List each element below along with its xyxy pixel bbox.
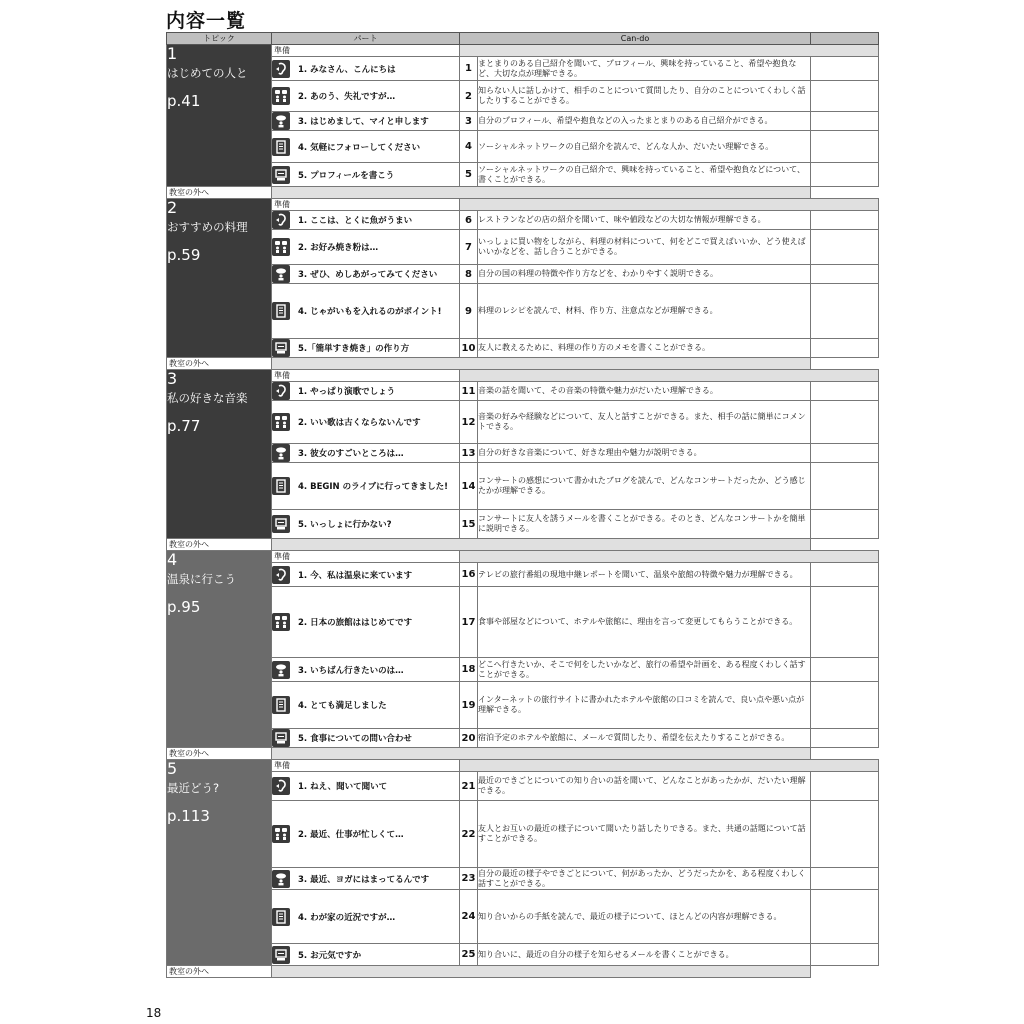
writing-icon [272,515,290,533]
page-number: 18 [146,1006,162,1020]
band-shade [272,748,811,760]
cando-number: 24 [460,890,478,944]
blank-cell [811,563,879,587]
part-label: 2. 日本の旅館ははじめてです [298,618,413,628]
cando-text: 自分の好きな音楽について、好きな理由や魅力が説明できる。 [478,444,811,463]
listening-icon [272,382,290,400]
topic-title: はじめての人と [167,66,248,80]
reading-icon [272,477,290,495]
part-row [167,339,879,358]
conversation-icon [272,413,290,431]
cando-text: 宿泊予定のホテルや旅館に、メールで質問したり、希望を伝えたりすることができる。 [478,729,811,748]
band-shade [460,370,879,382]
blank-cell [811,401,879,444]
part-cell[interactable] [272,563,460,587]
cando-text: いっしょに買い物をしながら、料理の材料について、何をどこで買えばいいか、どう使えばいいかなどを、話し合うことができる。 [478,230,811,265]
part-row [167,211,879,230]
part-label: 3. いちばん行きたいのは… [298,665,404,676]
part-label: 5. お元気ですか [298,950,362,961]
cando-text: 知り合いからの手紙を読んで、最近の様子について、ほとんどの内容が理解できる。 [478,890,811,944]
part-label: 3. 彼女のすごいところは… [298,449,404,459]
reading-icon [272,302,290,320]
speech-icon [272,870,290,888]
blank-cell [811,944,879,966]
header-cando: Can-do [460,33,811,45]
part-cell[interactable] [272,230,460,265]
part-row [167,890,879,944]
topic-cell [167,370,272,539]
cando-text: 最近のできごとについての知り合いの話を聞いて、どんなことがあったかが、だいたい理解できる。 [478,772,811,801]
part-label: 4. 気軽にフォローしてください [298,142,421,153]
cando-number: 15 [460,510,478,539]
speech-icon [272,112,290,130]
contents-table [166,32,879,978]
band-shade [272,187,811,199]
blank-cell [811,463,879,510]
part-cell[interactable] [272,57,460,81]
cando-text: 友人とお互いの最近の様子について聞いたり話したりできる。また、共通の話題について話すことができる。 [478,801,811,868]
prep-row [167,370,879,382]
blank-cell [811,444,879,463]
cando-text: 知らない人に話しかけて、相手のことについて質問したり、自分のことについてくわしく話したりすることができる。 [478,81,811,112]
cando-number: 4 [460,131,478,163]
cando-text: テレビの旅行番組の現地中継レポートを聞いて、温泉や旅館の特徴や魅力が理解できる。 [478,563,811,587]
part-cell[interactable] [272,444,460,463]
part-row [167,868,879,890]
blank-cell [811,658,879,682]
listening-icon [272,566,290,584]
part-row [167,382,879,401]
blank-cell [811,339,879,358]
part-row [167,801,879,868]
part-row [167,463,879,510]
part-row [167,57,879,81]
cando-text: コンサートの感想について書かれたブログを読んで、どんなコンサートだったか、どう感じたかが理解できる。 [478,463,811,510]
part-cell[interactable] [272,868,460,890]
writing-icon [272,339,290,357]
part-label: 1. やっぱり演歌でしょう [298,387,396,397]
part-row [167,81,879,112]
part-cell[interactable] [272,682,460,729]
part-cell[interactable] [272,944,460,966]
blank-cell [811,284,879,339]
topic-title: 私の好きな音楽 [167,391,248,405]
part-row [167,131,879,163]
band-shade [460,760,879,772]
part-label: 1. ねえ、聞いて聞いて [298,782,388,792]
part-label: 2. お好み焼き粉は… [298,243,379,253]
part-row [167,658,879,682]
part-cell[interactable] [272,131,460,163]
cando-text: 音楽の話を聞いて、その音楽の特徴や魅力がだいたい理解できる。 [478,382,811,401]
part-cell[interactable] [272,401,460,444]
cando-number: 12 [460,401,478,444]
blank-cell [811,587,879,658]
part-cell[interactable] [272,729,460,748]
part-cell[interactable] [272,801,460,868]
topic-number: 1 [167,44,178,63]
cando-text: レストランなどの店の紹介を聞いて、味や値段などの大切な情報が理解できる。 [478,211,811,230]
header-blank [811,33,879,45]
part-cell[interactable] [272,772,460,801]
topic-page-link[interactable]: p.113 [167,807,210,825]
cando-number: 21 [460,772,478,801]
cando-text: ソーシャルネットワークの自己紹介で、興味を持っていること、希望や抱負などについて、書くことができる。 [478,163,811,187]
topic-number: 2 [167,198,178,217]
blank-cell [811,729,879,748]
prep-label: 準備 [272,45,460,57]
outside-row [167,358,879,370]
listening-icon [272,211,290,229]
prep-label: 準備 [272,760,460,772]
part-cell[interactable] [272,211,460,230]
conversation-icon [272,825,290,843]
conversation-icon [272,238,290,256]
part-cell[interactable] [272,463,460,510]
topic-cell [167,551,272,748]
cando-text: インターネットの旅行サイトに書かれたホテルや旅館の口コミを読んで、良い点や悪い点が理解できる。 [478,682,811,729]
band-shade [460,199,879,211]
outside-row [167,748,879,760]
part-cell[interactable] [272,284,460,339]
prep-row [167,551,879,563]
cando-number: 14 [460,463,478,510]
prep-label: 準備 [272,551,460,563]
cando-number: 5 [460,163,478,187]
cando-number: 13 [460,444,478,463]
reading-icon [272,908,290,926]
cando-number: 11 [460,382,478,401]
topic-title: おすすめの料理 [167,220,248,234]
cando-text: ソーシャルネットワークの自己紹介を読んで、どんな人か、だいたい理解できる。 [478,131,811,163]
cando-number: 19 [460,682,478,729]
topic-number: 3 [167,369,178,388]
part-row [167,265,879,284]
topic-cell [167,45,272,187]
part-row [167,112,879,131]
topic-number: 5 [167,759,178,778]
part-row [167,587,879,658]
part-row [167,230,879,265]
prep-row [167,45,879,57]
outside-label: 教室の外へ [167,748,272,760]
blank-cell [811,510,879,539]
cando-number: 3 [460,112,478,131]
cando-number: 6 [460,211,478,230]
blank-cell [811,81,879,112]
cando-text: 自分の国の料理の特徴や作り方などを、わかりやすく説明できる。 [478,265,811,284]
part-label: 1. ここは、とくに魚がうまい [298,216,413,226]
blank-cell [811,682,879,729]
reading-icon [272,138,290,156]
part-cell[interactable] [272,658,460,682]
part-row [167,563,879,587]
part-label: 3. ぜひ、めしあがってみてください [298,270,438,280]
topic-title: 温泉に行こう [167,572,236,586]
part-label: 5. 食事についての問い合わせ [298,734,412,744]
cando-text: 料理のレシピを読んで、材料、作り方、注意点などが理解できる。 [478,284,811,339]
topic-cell [167,760,272,966]
speech-icon [272,265,290,283]
part-label: 2. いい歌は古くならないんです [298,418,421,428]
cando-text: どこへ行きたいか、そこで何をしたいかなど、旅行の希望や計画を、ある程度くわしく話すことができる。 [478,658,811,682]
part-label: 2. 最近、仕事が忙しくて… [298,830,404,840]
speech-icon [272,661,290,679]
cando-number: 10 [460,339,478,358]
part-cell[interactable] [272,339,460,358]
part-cell[interactable] [272,587,460,658]
band-shade [272,358,811,370]
cando-text: まとまりのある自己紹介を聞いて、プロフィール、興味を持っていること、希望や抱負など、大切な点が理解できる。 [478,57,811,81]
prep-label: 準備 [272,199,460,211]
blank-cell [811,211,879,230]
band-shade [460,45,879,57]
listening-icon [272,777,290,795]
blank-cell [811,265,879,284]
cando-number: 2 [460,81,478,112]
part-label: 1. みなさん、こんにちは [298,64,396,75]
conversation-icon [272,87,290,105]
topic-page-link[interactable]: p.95 [167,598,201,616]
topic-title: 最近どう? [167,781,220,795]
cando-text: 音楽の好みや経験などについて、友人と話すことができる。また、相手の話に簡単にコメントできる。 [478,401,811,444]
outside-label: 教室の外へ [167,539,272,551]
part-row [167,284,879,339]
part-row [167,163,879,187]
part-cell[interactable] [272,81,460,112]
part-row [167,401,879,444]
cando-text: 友人に教えるために、料理の作り方のメモを書くことができる。 [478,339,811,358]
blank-cell [811,230,879,265]
part-cell[interactable] [272,890,460,944]
prep-label: 準備 [272,370,460,382]
outside-row [167,966,879,978]
part-label: 2. あのう、失礼ですが… [298,92,396,102]
cando-text: コンサートに友人を誘うメールを書くことができる。そのとき、どんなコンサートかを簡単に説明できる。 [478,510,811,539]
part-cell[interactable] [272,265,460,284]
cando-number: 22 [460,801,478,868]
cando-number: 25 [460,944,478,966]
header-part: パート [272,33,460,45]
prep-row [167,199,879,211]
part-label: 5.「簡単すき焼き」の作り方 [298,344,410,354]
part-label: 1. 今、私は温泉に来ています [298,570,413,581]
cando-number: 16 [460,563,478,587]
part-row [167,444,879,463]
speech-icon [272,444,290,462]
cando-text: 知り合いに、最近の自分の様子を知らせるメールを書くことができる。 [478,944,811,966]
part-label: 3. はじめまして、マイと申します [298,117,429,127]
outside-label: 教室の外へ [167,187,272,199]
outside-label: 教室の外へ [167,358,272,370]
blank-cell [811,163,879,187]
cando-number: 8 [460,265,478,284]
cando-number: 18 [460,658,478,682]
topic-page-link[interactable]: p.59 [167,246,201,264]
band-shade [460,551,879,563]
conversation-icon [272,613,290,631]
reading-icon [272,696,290,714]
page-title: 内容一覧 [166,10,247,32]
part-cell[interactable] [272,382,460,401]
part-label: 5. いっしょに行かない? [298,520,392,530]
part-label: 4. BEGIN のライブに行ってきました! [298,482,448,492]
part-cell[interactable] [272,112,460,131]
writing-icon [272,946,290,964]
writing-icon [272,729,290,747]
band-shade [272,539,811,551]
blank-cell [811,772,879,801]
outside-row [167,539,879,551]
blank-cell [811,382,879,401]
blank-cell [811,131,879,163]
cando-number: 17 [460,587,478,658]
topic-number: 4 [167,550,178,569]
cando-number: 20 [460,729,478,748]
prep-row [167,760,879,772]
blank-cell [811,890,879,944]
outside-row [167,187,879,199]
cando-number: 23 [460,868,478,890]
part-cell[interactable] [272,510,460,539]
part-row [167,510,879,539]
part-label: 4. わが家の近況ですが… [298,912,396,923]
cando-text: 食事や部屋などについて、ホテルや旅館に、理由を言って変更してもらうことができる。 [478,587,811,658]
header-topic: トピック [167,33,272,45]
part-row [167,944,879,966]
topic-page-link[interactable]: p.77 [167,417,201,435]
cando-text: 自分の最近の様子やできごとについて、何があったか、どうだったかを、ある程度くわしく話すことができる。 [478,868,811,890]
listening-icon [272,60,290,78]
part-row [167,772,879,801]
blank-cell [811,57,879,81]
outside-label: 教室の外へ [167,966,272,978]
cando-number: 1 [460,57,478,81]
band-shade [272,966,811,978]
part-label: 3. 最近、ヨガにはまってるんです [298,874,430,885]
cando-number: 9 [460,284,478,339]
cando-number: 7 [460,230,478,265]
blank-cell [811,868,879,890]
part-row [167,729,879,748]
part-label: 4. じゃがいもを入れるのがポイント! [298,307,442,317]
part-label: 4. とても満足しました [298,701,387,711]
topic-cell [167,199,272,358]
part-row [167,682,879,729]
blank-cell [811,801,879,868]
part-label: 5. プロフィールを書こう [298,170,395,181]
part-cell[interactable] [272,163,460,187]
table-header-row [167,33,879,45]
writing-icon [272,166,290,184]
blank-cell [811,112,879,131]
topic-page-link[interactable]: p.41 [167,92,201,110]
cando-text: 自分のプロフィール、希望や抱負などの入ったまとまりのある自己紹介ができる。 [478,112,811,131]
